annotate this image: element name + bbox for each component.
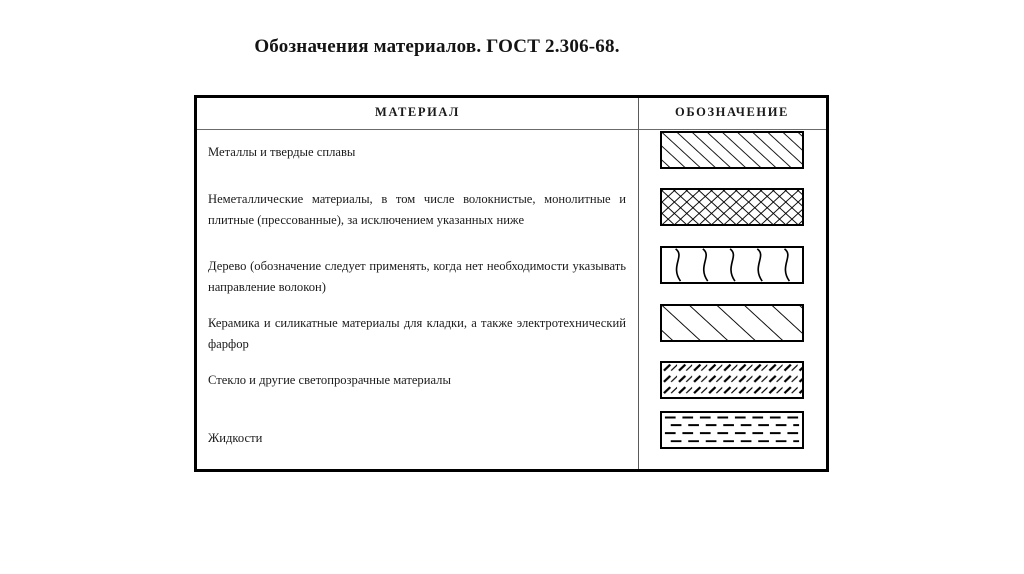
column-divider bbox=[638, 98, 639, 469]
material-label: Жидкости bbox=[208, 431, 263, 445]
material-label: Керамика и силикатные материалы для кладки, а также электротехнический фарфор bbox=[208, 316, 626, 351]
material-label: Дерево (обозначение следует применять, когда нет необходимости указывать направление волокон) bbox=[208, 259, 626, 294]
glass-dashes-swatch bbox=[660, 361, 804, 399]
wide-diagonal-hatch-swatch bbox=[660, 304, 804, 342]
material-label: Металлы и твердые сплавы bbox=[208, 145, 356, 159]
column-header-symbol: ОБОЗНАЧЕНИЕ bbox=[675, 105, 789, 119]
wood-grain-swatch bbox=[660, 246, 804, 284]
materials-table bbox=[194, 95, 829, 472]
page-title-text: Обозначения материалов. ГОСТ 2.306-68. bbox=[254, 36, 620, 57]
diagonal-hatch-swatch bbox=[660, 131, 804, 169]
page-title bbox=[0, 36, 1024, 58]
material-label: Неметаллические материалы, в том числе волокнистые, монолитные и плитные (прессованные), за исключением указанных ниже bbox=[208, 192, 626, 227]
material-label: Стекло и другие светопрозрачные материалы bbox=[208, 373, 451, 387]
header-separator-rule bbox=[197, 129, 826, 130]
column-header-material: МАТЕРИАЛ bbox=[375, 105, 460, 119]
cross-hatch-swatch bbox=[660, 188, 804, 226]
liquid-dashes-swatch bbox=[660, 411, 804, 449]
